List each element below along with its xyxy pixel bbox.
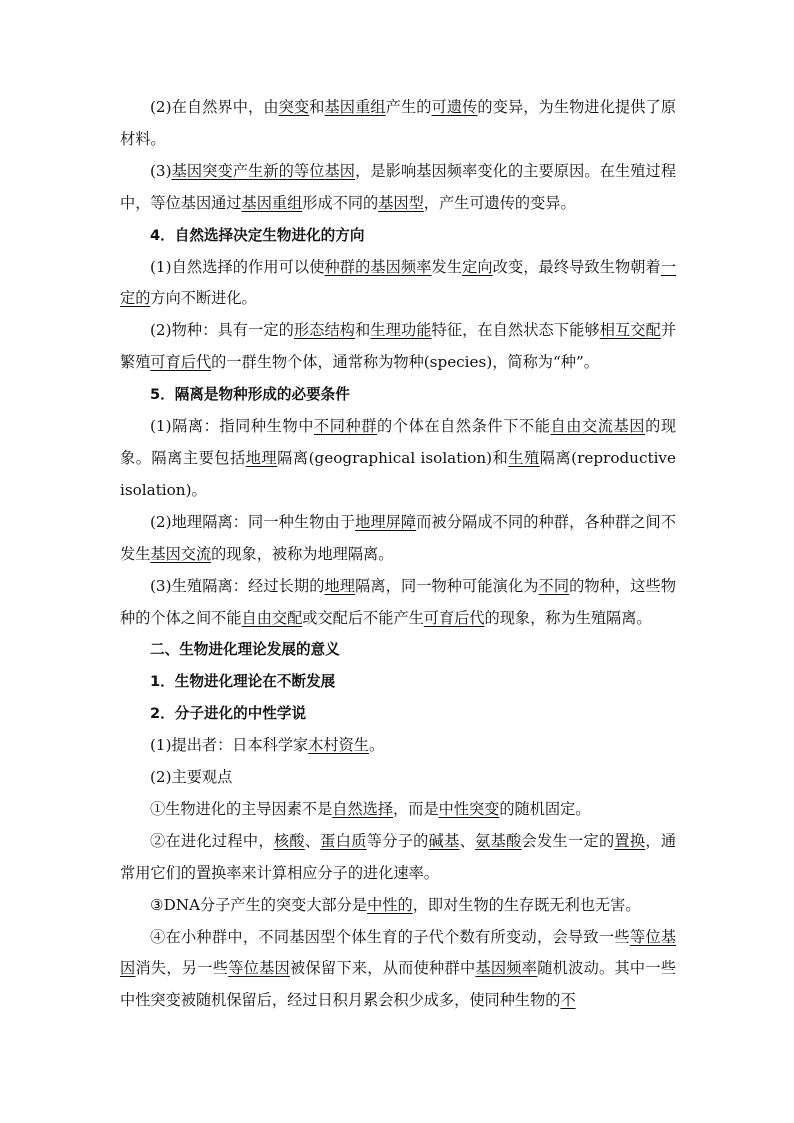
section-heading xyxy=(120,634,676,666)
paragraph xyxy=(120,890,676,922)
text-run: ④在小种群中，不同基因型个体生育的子代个数有所变动，会导致一些 xyxy=(150,927,630,946)
section-heading xyxy=(120,698,676,730)
text-run: ，是影响基因频率变化的主要原因。在生殖过程中，等位基因通过 xyxy=(120,161,677,212)
text-run: ①生物进化的主导因素不是 xyxy=(150,799,333,818)
underlined-term: 不 xyxy=(560,991,576,1010)
text-run: ，即对生物的生存既无利也无害。 xyxy=(412,895,641,914)
underlined-term: 自然选择 xyxy=(332,799,393,818)
underlined-term: 相互交配 xyxy=(599,321,661,340)
paragraph xyxy=(120,315,676,379)
underlined-term: 定向 xyxy=(462,257,493,276)
text-run: 5．隔离是物种形成的必要条件 xyxy=(150,386,350,404)
paragraph xyxy=(120,252,676,316)
paragraph xyxy=(120,507,676,571)
underlined-term: 形态结构 xyxy=(293,321,356,340)
text-run: ，而是 xyxy=(393,799,439,818)
text-run: 被保留下来，从而使种群中 xyxy=(289,959,476,978)
underlined-term: 地理屏障 xyxy=(355,512,417,531)
paragraph xyxy=(120,762,676,794)
text-run: 、 xyxy=(304,831,321,850)
text-run: 隔离(reproductive isolation)。 xyxy=(120,448,677,499)
text-run: (1)自然选择的作用可以使 xyxy=(150,257,325,276)
underlined-term: 不同种群 xyxy=(313,417,378,436)
underlined-term: 地理 xyxy=(245,448,278,467)
underlined-term: 木村资生 xyxy=(308,736,369,755)
text-run: 和 xyxy=(355,321,371,340)
text-run: 产生的 xyxy=(385,98,432,116)
underlined-term: 碱基 xyxy=(428,831,460,850)
paragraph xyxy=(120,571,676,635)
underlined-term: 蛋白质 xyxy=(320,831,367,850)
paragraph xyxy=(120,92,676,156)
text-run: (3)生殖隔离：经过长期的 xyxy=(150,576,325,595)
text-run: 特征，在自然状态下能够 xyxy=(431,321,600,340)
text-run: (2)主要观点 xyxy=(150,768,233,787)
underlined-term: 中性突变 xyxy=(438,799,500,818)
underlined-term: 突变 xyxy=(278,98,310,116)
underlined-term: 可育后代 xyxy=(423,608,485,627)
paragraph xyxy=(120,730,676,762)
underlined-term: 可育后代 xyxy=(150,353,212,372)
underlined-term: 基因交流 xyxy=(150,544,212,563)
underlined-term: 基因重组 xyxy=(324,98,386,116)
text-run: 。 xyxy=(368,736,385,755)
text-run: ②在进化过程中， xyxy=(150,831,274,850)
underlined-term: 自由交配 xyxy=(241,608,303,627)
text-run: 等分子的 xyxy=(366,831,429,850)
text-run: 的个体在自然条件下不能 xyxy=(377,417,551,436)
text-run: 、 xyxy=(459,831,476,850)
section-heading xyxy=(120,379,676,411)
underlined-term: 生理功能 xyxy=(370,321,432,340)
text-run: 改变，最终导致生物朝着 xyxy=(492,257,661,276)
text-run: 二、生物进化理论发展的意义 xyxy=(150,641,340,659)
underlined-term: 基因频率 xyxy=(475,959,538,978)
underlined-term: 不同 xyxy=(538,576,570,595)
text-run: ③DNA分子产生的突变大部分是 xyxy=(150,895,368,914)
text-run: (2)地理隔离：同一种生物由于 xyxy=(150,512,356,531)
paragraph xyxy=(120,156,676,220)
paragraph xyxy=(120,922,676,1018)
underlined-term: 核酸 xyxy=(273,831,305,850)
text-run: 的物种，这些物种的个体之间不能 xyxy=(120,576,677,627)
underlined-term: 基因重组 xyxy=(241,193,303,212)
paragraph xyxy=(120,826,676,890)
document-body xyxy=(120,92,676,1017)
text-run: 隔离，同一物种可能演化为 xyxy=(355,576,539,595)
underlined-term: 基因突变产生新的等位基因 xyxy=(171,161,356,180)
underlined-term: 可遗传 xyxy=(431,98,478,116)
text-run: 的现象，被称为地理隔离。 xyxy=(211,544,394,563)
text-run: (1)隔离：指同种生物中 xyxy=(150,417,314,436)
text-run: 1．生物进化理论在不断发展 xyxy=(150,673,336,691)
text-run: 方向不断进化。 xyxy=(150,289,257,308)
text-run: 2．分子进化的中性学说 xyxy=(150,705,307,723)
section-heading xyxy=(120,220,676,252)
text-run: 的现象。隔离主要包括 xyxy=(120,417,677,467)
underlined-term: 中性的 xyxy=(367,895,413,914)
text-run: ，产生可遗传的变异。 xyxy=(423,193,576,212)
text-run: 隔离(geographical isolation)和 xyxy=(277,448,509,467)
underlined-term: 自由交流基因 xyxy=(550,417,646,436)
underlined-term: 一定的 xyxy=(120,257,677,308)
text-run: (2)物种：具有一定的 xyxy=(150,321,294,340)
text-run: (1)提出者：日本科学家 xyxy=(150,736,309,755)
paragraph xyxy=(120,411,676,507)
text-run: 消失，另一些 xyxy=(135,959,229,978)
text-run: 而被分隔成不同的种群，各种群之间不发生 xyxy=(120,512,677,563)
text-run: 的变异，为生物进化提供了原材料。 xyxy=(120,98,677,148)
text-run: ，通常用它们的置换率来计算相应分子的进化速率。 xyxy=(120,831,677,882)
underlined-term: 置换 xyxy=(614,831,646,850)
underlined-term: 生殖 xyxy=(508,448,540,467)
underlined-term: 氨基酸 xyxy=(475,831,522,850)
text-run: (2)在自然界中，由 xyxy=(150,98,279,116)
underlined-term: 等位基因 xyxy=(120,927,677,978)
text-run: 的随机固定。 xyxy=(499,799,591,818)
text-run: (3) xyxy=(150,161,172,180)
text-run: 的一群生物个体，通常称为物种(species)，简称为“种”。 xyxy=(211,353,599,372)
underlined-term: 等位基因 xyxy=(228,959,290,978)
text-run: 形成不同的 xyxy=(302,193,379,212)
section-heading xyxy=(120,666,676,698)
text-run: 的现象，称为生殖隔离。 xyxy=(484,608,652,627)
text-run: 和 xyxy=(309,98,325,116)
paragraph xyxy=(120,794,676,826)
text-run: 会发生一定的 xyxy=(521,831,615,850)
text-run: 4．自然选择决定生物进化的方向 xyxy=(150,226,365,244)
text-run: 或交配后不能产生 xyxy=(302,608,424,627)
text-run: 并繁殖 xyxy=(120,321,677,372)
underlined-term: 种群的基因频率 xyxy=(324,257,432,276)
underlined-term: 基因型 xyxy=(378,193,424,212)
text-run: 随机波动。其中一些中性突变被随机保留后，经过日积月累会积少成多，使同种生物的 xyxy=(120,959,677,1010)
underlined-term: 地理 xyxy=(324,576,356,595)
text-run: 发生 xyxy=(431,257,463,276)
